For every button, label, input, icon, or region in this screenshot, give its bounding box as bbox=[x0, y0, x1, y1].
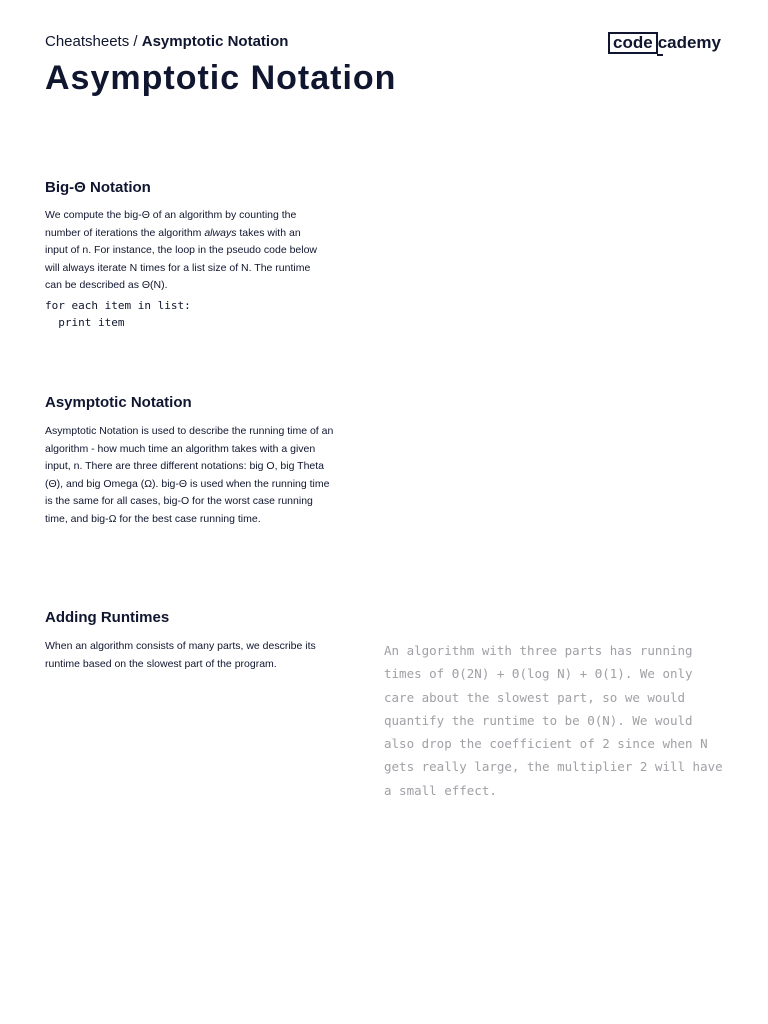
section-title-big-theta: Big-Θ Notation bbox=[45, 179, 151, 196]
code-line: for each item in list: bbox=[45, 299, 191, 312]
body-emphasis: always bbox=[204, 226, 237, 239]
breadcrumb-current: Asymptotic Notation bbox=[141, 33, 289, 50]
section-title-adding-runtimes: Adding Runtimes bbox=[45, 609, 170, 626]
codecademy-logo[interactable] bbox=[608, 31, 721, 55]
body-text: We compute the big-Θ of an algorithm by counting the number of iterations the algorithm bbox=[45, 209, 297, 239]
breadcrumb-link-cheatsheets[interactable]: Cheatsheets bbox=[45, 33, 130, 50]
code-comment-example: An algorithm with three parts has running times of Θ(2N) + Θ(log N) + Θ(1). We only care about the slowest part, so we would quantify the runtime to be Θ(N). We would also drop the coefficient of 2 since when N gets really large, the multiplier 2 will have a small effect. bbox=[384, 643, 723, 798]
breadcrumb bbox=[45, 32, 288, 52]
breadcrumb-separator: / bbox=[129, 33, 142, 50]
section-body-asymptotic-notation: Asymptotic Notation is used to describe the running time of an algorithm - how much time an algorithm takes with a given input, n. There are three different notations: big O, big Theta (Θ), and big Omega (Ω). big-Θ is used when the running time is the same for all cases, big-O for the worst case running time, and big-Ω for the best case running time. bbox=[45, 425, 334, 525]
section-title-asymptotic-notation: Asymptotic Notation bbox=[45, 394, 192, 411]
code-line: print item bbox=[45, 316, 125, 329]
page-title: Asymptotic Notation bbox=[45, 59, 397, 97]
logo-rest-text: cademy bbox=[657, 33, 722, 52]
section-body-adding-runtimes: When an algorithm consists of many parts, we describe its runtime based on the slowest part of the program. bbox=[45, 640, 316, 670]
section-body-big-theta bbox=[45, 207, 325, 295]
logo-box-text: code bbox=[608, 32, 658, 54]
pseudo-code-block bbox=[45, 297, 191, 331]
body-text: takes with an input of n. For instance, the loop in the pseudo code below will always iterate N times for a list size of N. The runtime can be described as Θ(N). bbox=[45, 226, 318, 291]
